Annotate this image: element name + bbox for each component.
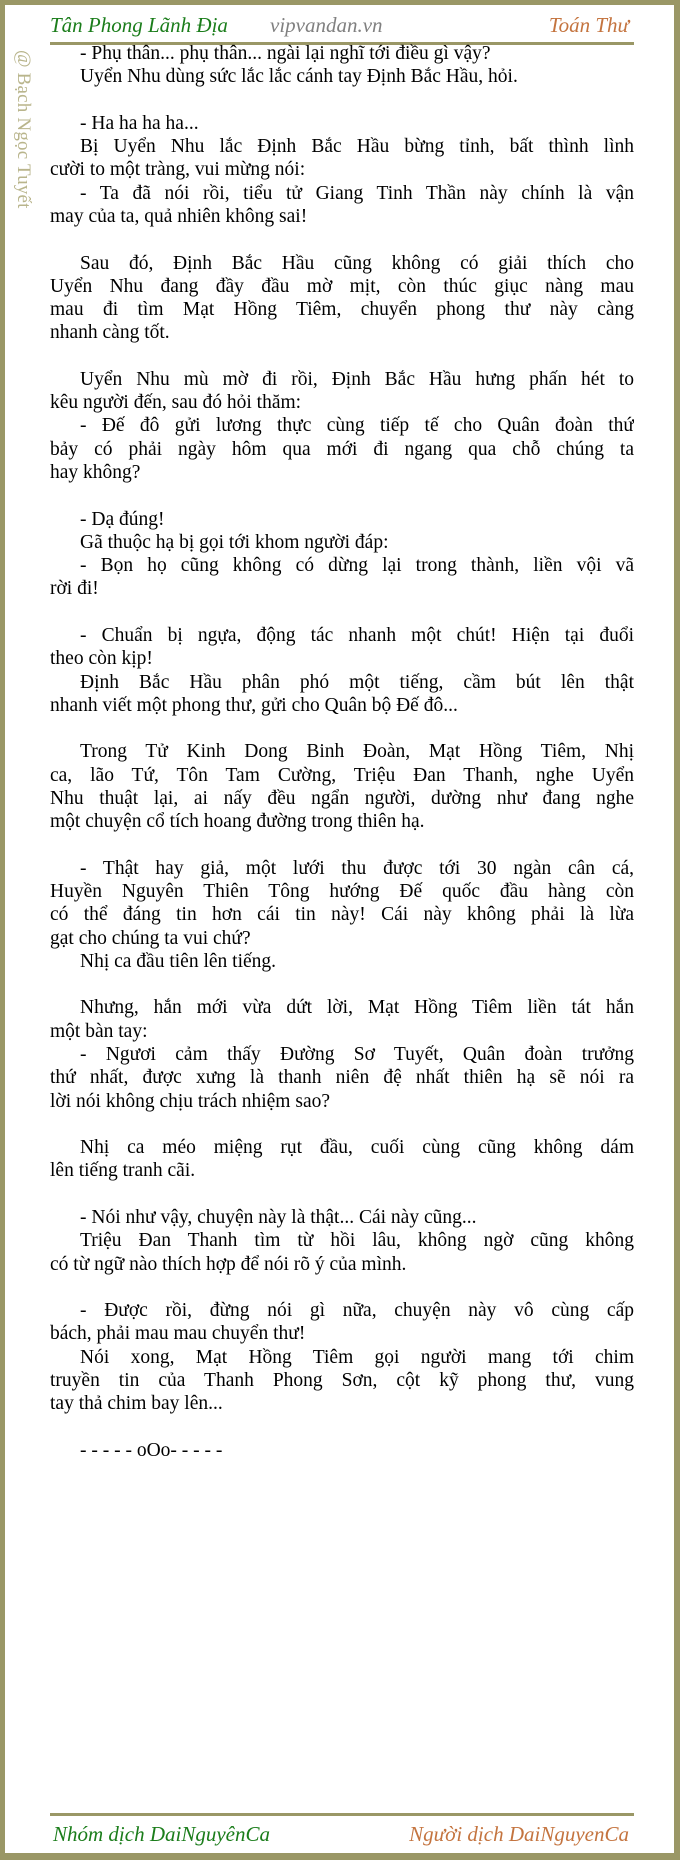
text-line: theo còn kịp! <box>50 648 153 670</box>
text-line: gạt cho chúng ta vui chứ? <box>50 927 251 949</box>
text-line: Bị Uyển Nhu lắc Định Bắc Hầu bừng tỉnh, bất thình lình <box>80 136 634 158</box>
blank-line <box>50 1113 634 1137</box>
text-line: Trong Tử Kinh Dong Binh Đoàn, Mạt Hồng Tiêm, Nhị <box>80 741 634 763</box>
text-line: - Nói như vậy, chuyện này là thật... Cái này cũng... <box>80 1207 477 1228</box>
text-line: may của ta, quả nhiên không sai! <box>50 205 308 227</box>
text-line: một chuyện cổ tích hoang đường trong thiên hạ. <box>50 811 425 833</box>
text-line: Nhu thuật lại, ai nấy đều ngẩn người, dường như đang nghe <box>50 787 634 809</box>
text-line: Triệu Đan Thanh tìm từ hồi lâu, không ngờ cũng không <box>80 1230 634 1252</box>
text-line: - Thật hay giả, một lưới thu được tới 30 ngàn cân cá, <box>80 857 634 879</box>
site-link[interactable]: vipvandan.vn <box>270 13 383 37</box>
text-line: nhanh càng tốt. <box>50 322 170 344</box>
text-line: bách, phải mau mau chuyển thư! <box>50 1323 306 1345</box>
blank-line <box>50 1416 634 1440</box>
text-line: Định Bắc Hầu phân phó một tiếng, cầm bút lên thật <box>80 671 634 693</box>
text-line: Uyển Nhu đang đầy đầu mờ mịt, còn thúc giục nàng mau <box>50 275 634 297</box>
text-line: Nhưng, hắn mới vừa dứt lời, Mạt Hồng Tiêm liền tát hắn <box>80 997 634 1019</box>
page <box>5 5 674 1853</box>
text-line: có từ ngữ nào thích hợp để nói rõ ý của mình. <box>50 1253 407 1275</box>
text-line: Uyển Nhu dùng sức lắc lắc cánh tay Định Bắc Hầu, hỏi. <box>80 66 518 88</box>
blank-line <box>50 834 634 858</box>
blank-line <box>50 973 634 997</box>
text-line: lên tiếng tranh cãi. <box>50 1160 196 1182</box>
watermark: @ Bạch Ngọc Tuyết <box>13 50 34 209</box>
text-line: - Đế đô gửi lương thực cùng tiếp tế cho Quân đoàn thứ <box>80 415 634 437</box>
text-line: hay không? <box>50 462 141 484</box>
translator-credit: Người dịch DaiNguyenCa <box>409 1822 629 1846</box>
blank-line <box>50 228 634 252</box>
text-line: ca, lão Tứ, Tôn Tam Cường, Triệu Đan Thanh, nghe Uyển <box>50 764 634 786</box>
text-line: cười to một tràng, vui mừng nói: <box>50 159 306 181</box>
text-line: rời đi! <box>50 578 99 600</box>
text-line: có thể đáng tin hơn cái tin này! Cái này không phải là lừa <box>50 904 634 926</box>
text-line: mau đi tìm Mạt Hồng Tiêm, chuyển phong thư này càng <box>50 299 634 321</box>
text-line: truyền tin của Thanh Phong Sơn, cột kỹ phong thư, vung <box>50 1369 634 1391</box>
text-line: thứ nhất, được xưng là thanh niên đệ nhất thiên hạ sẽ nói ra <box>50 1067 634 1089</box>
blank-line <box>50 345 634 369</box>
translation-group: Nhóm dịch DaiNguyênCa <box>53 1822 270 1846</box>
text-line: - Dạ đúng! <box>80 508 165 530</box>
text-line: lời nói không chịu trách nhiệm sao? <box>50 1090 330 1112</box>
header-label: Toán Thư <box>548 13 629 37</box>
text-line: - - - - - oOo- - - - - <box>80 1439 223 1461</box>
text-line: - Bọn họ cũng không có dừng lại trong thành, liền vội vã <box>80 555 634 577</box>
text-line: Nhị ca méo miệng rụt đầu, cuối cùng cũng không dám <box>80 1137 634 1159</box>
text-line: - Ha ha ha ha... <box>80 112 199 134</box>
blank-line <box>50 89 634 113</box>
text-line: Huyền Nguyên Thiên Tông hướng Đế quốc đầu hàng còn <box>50 881 634 903</box>
blank-line <box>50 1183 634 1207</box>
text-line: - Ta đã nói rồi, tiểu tử Giang Tinh Thần này chính là vận <box>80 182 634 204</box>
text-line: bảy có phải ngày hôm qua mới đi ngang qua chỗ chúng ta <box>50 438 634 460</box>
text-line: một bàn tay: <box>50 1020 148 1042</box>
text-line: Nói xong, Mạt Hồng Tiêm gọi người mang tới chim <box>80 1346 634 1368</box>
text-line: nhanh viết một phong thư, gửi cho Quân bộ Đế đô... <box>50 694 458 716</box>
book-title: Tân Phong Lãnh Địa <box>50 13 228 37</box>
text-line: - Chuẩn bị ngựa, động tác nhanh một chút! Hiện tại đuổi <box>80 625 634 646</box>
text-line: tay thả chim bay lên... <box>50 1393 223 1415</box>
footer-divider <box>50 1813 634 1816</box>
text-line: Sau đó, Định Bắc Hầu cũng không có giải thích cho <box>80 252 634 274</box>
text-line: kêu người đến, sau đó hỏi thăm: <box>50 392 302 414</box>
blank-line <box>50 484 634 508</box>
text-line: - Ngươi cảm thấy Đường Sơ Tuyết, Quân đoàn trưởng <box>80 1044 634 1066</box>
blank-line <box>50 717 634 741</box>
text-line: - Được rồi, đừng nói gì nữa, chuyện này vô cùng cấp <box>80 1300 634 1322</box>
text-line: Gã thuộc hạ bị gọi tới khom người đáp: <box>80 531 389 553</box>
blank-line <box>50 601 634 625</box>
text-line: Nhị ca đầu tiên lên tiếng. <box>80 950 277 972</box>
text-line: - Phụ thân... phụ thân... ngài lại nghĩ tới điều gì vậy? <box>80 43 491 64</box>
text-line: Uyển Nhu mù mờ đi rồi, Định Bắc Hầu hưng phấn hét to <box>80 368 634 390</box>
blank-line <box>50 1276 634 1300</box>
